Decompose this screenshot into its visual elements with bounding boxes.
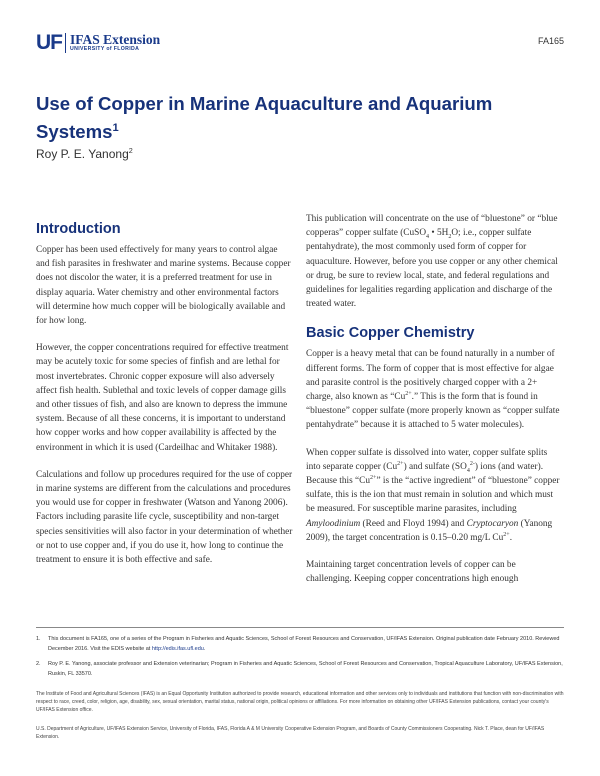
document-id: FA165 xyxy=(537,36,564,46)
paragraph: Copper has been used effectively for many years to control algae and fish parasites in freshwater and marine systems. Because copper does not discolor the water, it is a preferred treatment for use in display aquaria. Water chemistry and other environmental factors will determine how much copper will be biologically available and for how long. xyxy=(36,245,291,327)
logo-mark: UF xyxy=(36,31,62,54)
page-title: Use of Copper in Marine Aquaculture and Aquarium Systems$^1$ xyxy=(36,93,493,143)
edis-link[interactable]: http://edis.ifas.ufl.edu xyxy=(151,645,204,652)
paragraph: Calculations and follow up procedures required for the use of copper in marine systems are different from the calculations and procedures you would use for copper in freshwater (Watson and Yanong 2006). Factors including parasite life cycle, susceptibility and non-target species sensitivities will also factor in your determination of whether or not to use copper and, if you do use it, how long to continue the treatment to ensure it is both effective and safe. xyxy=(36,469,293,566)
author-footnote-ref[interactable]: 2 xyxy=(128,146,133,155)
equal-opportunity-statement: The Institute of Food and Agricultural Sciences (IFAS) is an Equal Opportunity Institution authorized to provide research, educational information and other services only to individuals and institutions that function with non-discrimination with respect to race, creed, color, religion, age, disability, sex, sexual orientation, marital status, national origin, political opinions or affiliations. For more information on obtaining other UF/IFAS Extension publications, contact your county's UF/IFAS Extension office. xyxy=(36,691,564,714)
logo-divider xyxy=(65,33,66,53)
title-footnote-ref[interactable]: 1 xyxy=(112,122,119,134)
basic-copper-chemistry-heading: Basic Copper Chemistry xyxy=(306,325,475,342)
right-column xyxy=(306,212,563,599)
footnotes xyxy=(36,627,564,685)
paragraph: When copper sulfate is dissolved into water, copper sulfate splits into separate copper $(Cu^{2+})$ and sulfate $(SO_4^{2-})$ ions (and water). Because this “$Cu^{2+}$” is the “active ingredient” of “bluestone” copper sulfate, this is the ion that must remain in solution and which must be measured. For susceptible marine parasites, including Amyloodinium (Reed and Floyd 1994) and Cryptocaryon (Yanong 2009), the target concentration is 0.15–0.20 mg/L $Cu^{2+}$. xyxy=(306,447,560,543)
paragraph: However, the copper concentrations required for effective treatment may be acutely toxic for some species of finfish and are lethal for most invertebrates. Chronic copper exposure will also adversely affect fish health. Sublethal and toxic levels of copper damage gills and other tissues of fish, and also are known to depress the immune system. Because of all these concerns, it is important to understand how copper works and how copper availability is affected by the environment in which it is used (Cardeilhac and Whitaker 1988). xyxy=(36,343,289,453)
logo-subtitle: UNIVERSITY of FLORIDA xyxy=(70,46,140,52)
footnote-2: 2. Roy P. E. Yanong, associate professor and Extension veterinarian; Program in Fisheries and Aquatic Sciences, School of Forest Resources and Conservation, Tropical Aquaculture Laboratory, UF/IFAS Extension, Ruskin, FL 33570. xyxy=(36,661,563,677)
author: Roy P. E. Yanong$^2$ xyxy=(36,146,133,161)
paragraph: This publication will concentrate on the use of “bluestone” or “blue copperas” copper sulfate (CuSO$_4$ • $5H_2O$; i.e., copper sulfate pentahydrate), the most commonly used form of copper for aquaculture. However, before you use copper or any other chemical or drug, be sure to review local, state, and federal regulations and guidelines for legalities regarding application and discharge of the treated water. xyxy=(306,214,558,310)
uf-ifas-logo xyxy=(36,33,160,53)
logo-name: IFAS Extension xyxy=(70,32,161,47)
left-column xyxy=(36,216,293,580)
cooperating-agencies-statement: U.S. Department of Agriculture, UF/IFAS Extension Service, University of Florida, IFAS, Florida A & M University Cooperative Extension Program, and Boards of County Commissioners Cooperating. Nick T. Place, dean for UF/IFAS Extension. xyxy=(36,726,545,741)
paragraph: Copper is a heavy metal that can be found naturally in a number of different forms. The form of copper that is most effective for algae and parasite control is the positively charged copper with a 2+ charge, also known as “$Cu^{2+}$.” This is the form that is found in “bluestone” copper sulfate (more properly known as “copper sulfate pentahydrate” because it is attached to 5 water molecules). xyxy=(306,349,560,431)
footnote-1: 1. This document is FA165, one of a series of the Program in Fisheries and Aquatic Sciences, School of Forest Resources and Conservation, UF/IFAS Extension. Original publication date February 2010. Reviewed December 2016. Visit the EDIS website at http://edis.ifas.ufl.edu. xyxy=(36,636,560,652)
paragraph: Maintaining target concentration levels of copper can be challenging. Keeping copper concentrations high enough xyxy=(306,560,519,585)
introduction-heading: Introduction xyxy=(36,221,121,237)
